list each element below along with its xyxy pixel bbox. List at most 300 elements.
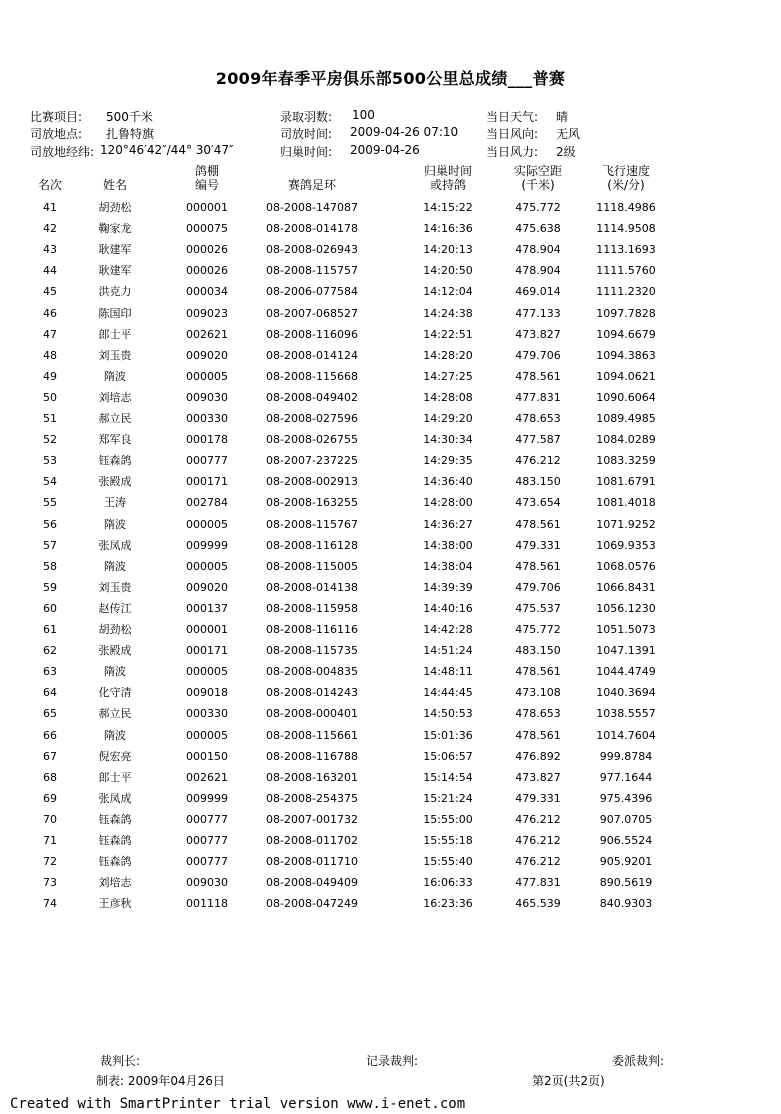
cell-rank: 50	[43, 390, 57, 404]
cell-ring: 08-2007-237225	[266, 454, 358, 468]
table-row	[0, 893, 781, 914]
cell-time: 14:42:28	[423, 623, 473, 636]
cell-rank: 58	[43, 559, 57, 573]
cell-ring: 08-2008-049402	[266, 390, 358, 404]
cell-dist: 478.904	[515, 264, 561, 278]
cell-speed: 1066.8431	[596, 580, 656, 594]
coords-value: 120°46′42″/44° 30′47″	[100, 143, 234, 157]
cell-time: 16:06:33	[423, 876, 473, 890]
cell-name: 隋波	[104, 369, 126, 383]
cell-speed: 1084.0289	[596, 433, 656, 447]
header-time-line1: 归巢时间	[423, 164, 472, 178]
assigned-referee-label: 委派裁判:	[612, 1054, 665, 1068]
cell-ring: 08-2008-115668	[266, 369, 358, 383]
prepared-date: 制表: 2009年04月26日	[96, 1074, 225, 1088]
table-row	[0, 408, 781, 429]
cell-time: 14:28:08	[423, 390, 473, 404]
cell-name: 王彦秋	[98, 897, 132, 911]
cell-ring: 08-2008-147087	[266, 201, 358, 214]
cell-time: 14:40:16	[423, 601, 473, 615]
cell-rank: 41	[43, 201, 57, 214]
table-row	[0, 556, 781, 577]
cell-dist: 476.212	[515, 454, 561, 468]
cell-dist: 465.539	[515, 897, 561, 911]
table-row	[0, 577, 781, 598]
cell-name: 钰森鸽	[98, 834, 132, 847]
cell-rank: 55	[43, 496, 57, 510]
cell-dist: 479.706	[515, 348, 561, 362]
wind-dir-value: 无风	[556, 127, 581, 141]
cell-dist: 476.212	[515, 855, 561, 869]
cell-rank: 67	[43, 749, 57, 763]
cell-speed: 1118.4986	[596, 201, 656, 214]
cell-ring: 08-2008-026943	[266, 243, 358, 257]
cell-dist: 475.772	[515, 201, 561, 214]
cell-loft: 000075	[186, 222, 228, 236]
cell-loft: 000001	[186, 623, 228, 636]
cell-dist: 477.587	[515, 433, 561, 447]
qualified-value: 100	[352, 108, 375, 122]
cell-time: 14:24:38	[423, 306, 473, 320]
cell-rank: 46	[43, 306, 57, 320]
table-row	[0, 830, 781, 851]
cell-speed: 1014.7604	[596, 728, 656, 742]
cell-name: 钰森鸽	[98, 812, 132, 826]
table-row	[0, 725, 781, 746]
cell-time: 14:29:20	[423, 412, 473, 425]
header-dist-line1: 实际空距	[513, 164, 562, 178]
cell-name: 刘玉贵	[98, 348, 132, 362]
table-row	[0, 471, 781, 492]
cell-ring: 08-2008-116116	[266, 623, 358, 636]
cell-rank: 49	[43, 369, 57, 383]
cell-time: 14:29:35	[423, 454, 473, 468]
cell-name: 陈国印	[98, 306, 132, 320]
cell-name: 倪宏亮	[98, 749, 132, 763]
qualified-label: 录取羽数:	[280, 110, 333, 124]
cell-time: 16:23:36	[423, 897, 473, 911]
cell-time: 15:55:40	[423, 855, 473, 869]
cell-name: 钰森鸽	[98, 454, 132, 468]
event-value: 500千米	[106, 110, 153, 124]
cell-dist: 469.014	[515, 285, 561, 299]
header-name: 姓名	[102, 178, 127, 192]
wind-force-label: 当日风力:	[486, 145, 539, 159]
cell-loft: 002784	[186, 496, 228, 510]
cell-dist: 478.561	[515, 728, 561, 742]
cell-rank: 63	[43, 665, 57, 679]
cell-dist: 476.892	[515, 749, 561, 763]
table-row	[0, 324, 781, 345]
table-row	[0, 387, 781, 408]
table-row	[0, 281, 781, 302]
cell-dist: 477.831	[515, 876, 561, 890]
table-row	[0, 703, 781, 724]
cell-rank: 52	[43, 433, 57, 447]
cell-loft: 009999	[186, 791, 228, 805]
cell-dist: 483.150	[515, 475, 561, 489]
cell-name: 郝立民	[98, 412, 132, 425]
cell-name: 钰森鸽	[98, 855, 132, 869]
cell-rank: 74	[43, 897, 57, 911]
cell-rank: 54	[43, 475, 57, 489]
cell-loft: 000777	[186, 834, 228, 847]
cell-dist: 475.638	[515, 222, 561, 236]
cell-loft: 002621	[186, 327, 228, 341]
table-row	[0, 450, 781, 471]
cell-rank: 44	[43, 264, 57, 278]
cell-time: 14:15:22	[423, 201, 473, 214]
return-time-label: 归巢时间:	[280, 145, 333, 159]
header-loft-line1: 鸽棚	[194, 164, 219, 178]
cell-rank: 72	[43, 855, 57, 869]
header-dist-line2: (千米)	[521, 178, 555, 192]
cell-ring: 08-2008-014178	[266, 222, 358, 236]
cell-loft: 000005	[186, 559, 228, 573]
cell-speed: 1094.6679	[596, 327, 656, 341]
cell-time: 14:30:34	[423, 433, 473, 447]
cell-ring: 08-2008-163201	[266, 770, 358, 784]
cell-dist: 479.331	[515, 791, 561, 805]
table-row	[0, 788, 781, 809]
cell-speed: 1114.9508	[596, 222, 656, 236]
table-row	[0, 640, 781, 661]
cell-speed: 1069.9353	[596, 538, 656, 552]
cell-ring: 08-2008-014243	[266, 686, 358, 700]
cell-ring: 08-2008-004835	[266, 665, 358, 679]
table-row	[0, 682, 781, 703]
cell-loft: 001118	[186, 897, 228, 911]
cell-speed: 1056.1230	[596, 601, 656, 615]
cell-rank: 60	[43, 601, 57, 615]
cell-dist: 478.904	[515, 243, 561, 257]
cell-ring: 08-2008-027596	[266, 412, 358, 425]
cell-name: 刘培志	[98, 876, 132, 890]
cell-loft: 009999	[186, 538, 228, 552]
cell-rank: 62	[43, 644, 57, 658]
cell-ring: 08-2008-115735	[266, 644, 358, 658]
cell-name: 郑军良	[98, 433, 132, 447]
cell-time: 14:50:53	[423, 707, 473, 721]
cell-time: 15:21:24	[423, 791, 473, 805]
cell-name: 胡劲松	[98, 201, 132, 214]
cell-ring: 08-2008-049409	[266, 876, 358, 890]
table-row	[0, 197, 781, 218]
table-row	[0, 514, 781, 535]
cell-loft: 009030	[186, 390, 228, 404]
cell-dist: 479.331	[515, 538, 561, 552]
cell-loft: 000005	[186, 517, 228, 531]
table-row	[0, 345, 781, 366]
cell-loft: 009018	[186, 686, 228, 700]
cell-name: 郝立民	[98, 707, 132, 721]
cell-time: 15:06:57	[423, 749, 473, 763]
cell-rank: 61	[43, 623, 57, 636]
table-row	[0, 303, 781, 324]
table-row	[0, 767, 781, 788]
cell-speed: 1040.3694	[596, 686, 656, 700]
cell-loft: 000005	[186, 728, 228, 742]
cell-ring: 08-2008-254375	[266, 791, 358, 805]
table-row	[0, 366, 781, 387]
cell-time: 14:28:20	[423, 348, 473, 362]
cell-dist: 476.212	[515, 834, 561, 847]
cell-ring: 08-2008-115005	[266, 559, 358, 573]
cell-loft: 009020	[186, 348, 228, 362]
weather-value: 晴	[556, 110, 569, 124]
cell-speed: 975.4396	[599, 791, 653, 805]
cell-speed: 1038.5557	[596, 707, 656, 721]
cell-dist: 478.653	[515, 707, 561, 721]
cell-speed: 1090.6064	[596, 390, 656, 404]
cell-loft: 000026	[186, 243, 228, 257]
cell-speed: 1089.4985	[596, 412, 656, 425]
cell-rank: 48	[43, 348, 57, 362]
cell-loft: 009023	[186, 306, 228, 320]
release-time-label: 司放时间:	[280, 127, 333, 141]
header-speed-line2: (米/分)	[607, 178, 645, 192]
cell-ring: 08-2008-014124	[266, 348, 358, 362]
cell-speed: 1113.1693	[596, 243, 656, 257]
cell-name: 张殿成	[98, 475, 132, 489]
cell-time: 14:22:51	[423, 327, 473, 341]
watermark-text: Created with SmartPrinter trial version www.i-enet.com	[10, 1096, 466, 1112]
cell-loft: 000777	[186, 812, 228, 826]
cell-time: 14:38:00	[423, 538, 473, 552]
cell-speed: 1097.7828	[596, 306, 656, 320]
referee-label: 裁判长:	[100, 1054, 141, 1068]
cell-ring: 08-2008-000401	[266, 707, 358, 721]
cell-rank: 68	[43, 770, 57, 784]
header-dist	[498, 164, 578, 192]
cell-loft: 000001	[186, 201, 228, 214]
cell-loft: 000777	[186, 454, 228, 468]
return-time-value: 2009-04-26	[350, 143, 420, 157]
cell-speed: 907.0705	[599, 812, 653, 826]
cell-dist: 475.537	[515, 601, 561, 615]
cell-dist: 478.561	[515, 369, 561, 383]
cell-ring: 08-2008-116096	[266, 327, 358, 341]
cell-dist: 475.772	[515, 623, 561, 636]
cell-name: 郎士平	[98, 770, 132, 784]
cell-name: 赵传江	[98, 601, 132, 615]
cell-loft: 000330	[186, 412, 228, 425]
cell-speed: 977.1644	[599, 770, 653, 784]
cell-dist: 483.150	[515, 644, 561, 658]
cell-speed: 1083.3259	[596, 454, 656, 468]
cell-name: 张凤成	[98, 791, 132, 805]
table-row	[0, 492, 781, 513]
cell-rank: 64	[43, 686, 57, 700]
cell-name: 鞠家龙	[98, 222, 132, 236]
cell-speed: 1081.6791	[596, 475, 656, 489]
cell-loft: 000005	[186, 665, 228, 679]
cell-time: 14:12:04	[423, 285, 473, 299]
cell-dist: 478.561	[515, 517, 561, 531]
release-time-value: 2009-04-26 07:10	[350, 125, 459, 139]
cell-loft: 000777	[186, 855, 228, 869]
cell-dist: 473.108	[515, 686, 561, 700]
cell-loft: 000330	[186, 707, 228, 721]
cell-time: 15:55:00	[423, 812, 473, 826]
header-rank: 名次	[37, 178, 62, 192]
cell-time: 15:01:36	[423, 728, 473, 742]
cell-rank: 56	[43, 517, 57, 531]
coords-label: 司放地经纬:	[30, 145, 95, 159]
cell-name: 张殿成	[98, 644, 132, 658]
cell-name: 刘玉贵	[98, 580, 132, 594]
header-time-line2: 或持鸽	[429, 178, 466, 192]
cell-loft: 000171	[186, 644, 228, 658]
cell-rank: 42	[43, 222, 57, 236]
table-row	[0, 239, 781, 260]
table-row	[0, 598, 781, 619]
cell-speed: 1047.1391	[596, 644, 656, 658]
cell-ring: 08-2008-116128	[266, 538, 358, 552]
cell-speed: 1111.5760	[596, 264, 656, 278]
cell-dist: 473.827	[515, 327, 561, 341]
header-speed	[586, 164, 666, 192]
cell-dist: 478.561	[515, 665, 561, 679]
cell-time: 14:48:11	[423, 665, 473, 679]
cell-speed: 1094.0621	[596, 369, 656, 383]
cell-rank: 59	[43, 580, 57, 594]
cell-ring: 08-2008-163255	[266, 496, 358, 510]
cell-loft: 009020	[186, 580, 228, 594]
cell-rank: 73	[43, 876, 57, 890]
cell-speed: 1081.4018	[596, 496, 656, 510]
header-loft-line2: 编号	[194, 178, 219, 192]
table-row	[0, 619, 781, 640]
cell-ring: 08-2007-001732	[266, 812, 358, 826]
cell-dist: 478.653	[515, 412, 561, 425]
cell-ring: 08-2008-047249	[266, 897, 358, 911]
cell-rank: 71	[43, 834, 57, 847]
cell-dist: 477.831	[515, 390, 561, 404]
cell-name: 刘培志	[98, 390, 132, 404]
cell-rank: 47	[43, 327, 57, 341]
release-place-value: 扎鲁特旗	[106, 127, 155, 141]
cell-loft: 000137	[186, 601, 228, 615]
cell-name: 化守清	[98, 686, 132, 700]
cell-time: 14:38:04	[423, 559, 473, 573]
page-number: 第2页(共2页)	[532, 1074, 605, 1088]
cell-time: 14:27:25	[423, 369, 473, 383]
cell-speed: 999.8784	[599, 749, 653, 763]
cell-loft: 000171	[186, 475, 228, 489]
cell-speed: 890.5619	[599, 876, 653, 890]
cell-rank: 51	[43, 412, 57, 425]
header-ring: 赛鸽足环	[287, 178, 336, 192]
weather-label: 当日天气:	[486, 110, 539, 124]
cell-ring: 08-2008-014138	[266, 580, 358, 594]
cell-speed: 1068.0576	[596, 559, 656, 573]
cell-dist: 473.827	[515, 770, 561, 784]
table-row	[0, 260, 781, 281]
cell-speed: 1071.9252	[596, 517, 656, 531]
wind-force-value: 2级	[556, 145, 576, 159]
cell-name: 耿建军	[98, 243, 132, 257]
cell-dist: 476.212	[515, 812, 561, 826]
table-row	[0, 218, 781, 239]
cell-rank: 65	[43, 707, 57, 721]
table-row	[0, 535, 781, 556]
cell-time: 14:20:50	[423, 264, 473, 278]
cell-ring: 08-2007-068527	[266, 306, 358, 320]
cell-time: 14:39:39	[423, 580, 473, 594]
table-row	[0, 851, 781, 872]
cell-time: 14:16:36	[423, 222, 473, 236]
cell-name: 隋波	[104, 665, 126, 679]
cell-ring: 08-2008-011702	[266, 834, 358, 847]
table-row	[0, 746, 781, 767]
cell-dist: 479.706	[515, 580, 561, 594]
cell-name: 王涛	[104, 496, 126, 510]
cell-loft: 002621	[186, 770, 228, 784]
table-row	[0, 429, 781, 450]
cell-speed: 1051.5073	[596, 623, 656, 636]
cell-loft: 009030	[186, 876, 228, 890]
cell-time: 14:36:40	[423, 475, 473, 489]
cell-speed: 1044.4749	[596, 665, 656, 679]
cell-ring: 08-2008-026755	[266, 433, 358, 447]
cell-rank: 69	[43, 791, 57, 805]
table-row	[0, 872, 781, 893]
wind-dir-label: 当日风向:	[486, 127, 539, 141]
cell-name: 郎士平	[98, 327, 132, 341]
cell-time: 14:36:27	[423, 517, 473, 531]
cell-rank: 53	[43, 454, 57, 468]
cell-ring: 08-2008-115958	[266, 601, 358, 615]
event-label: 比赛项目:	[30, 110, 83, 124]
cell-name: 隋波	[104, 517, 126, 531]
cell-rank: 43	[43, 243, 57, 257]
cell-time: 14:28:00	[423, 496, 473, 510]
cell-time: 14:51:24	[423, 644, 473, 658]
release-place-label: 司放地点:	[30, 127, 83, 141]
record-referee-label: 记录裁判:	[366, 1054, 419, 1068]
table-row	[0, 661, 781, 682]
cell-loft: 000026	[186, 264, 228, 278]
cell-name: 胡劲松	[98, 623, 132, 636]
cell-rank: 66	[43, 728, 57, 742]
cell-dist: 473.654	[515, 496, 561, 510]
cell-name: 张凤成	[98, 538, 132, 552]
table-row	[0, 809, 781, 830]
cell-ring: 08-2008-115767	[266, 517, 358, 531]
cell-ring: 08-2008-011710	[266, 855, 358, 869]
cell-ring: 08-2008-115661	[266, 728, 358, 742]
cell-time: 14:20:13	[423, 243, 473, 257]
header-time	[408, 164, 488, 192]
cell-speed: 905.9201	[599, 855, 653, 869]
cell-speed: 840.9303	[599, 897, 653, 911]
cell-ring: 08-2008-002913	[266, 475, 358, 489]
cell-time: 15:14:54	[423, 770, 473, 784]
cell-loft: 000150	[186, 749, 228, 763]
cell-time: 14:44:45	[423, 686, 473, 700]
cell-speed: 1111.2320	[596, 285, 656, 299]
cell-name: 洪克力	[98, 285, 132, 299]
cell-speed: 1094.3863	[596, 348, 656, 362]
cell-dist: 477.133	[515, 306, 561, 320]
cell-ring: 08-2008-116788	[266, 749, 358, 763]
cell-time: 15:55:18	[423, 834, 473, 847]
cell-ring: 08-2008-115757	[266, 264, 358, 278]
cell-dist: 478.561	[515, 559, 561, 573]
cell-name: 耿建军	[98, 264, 132, 278]
cell-name: 隋波	[104, 559, 126, 573]
